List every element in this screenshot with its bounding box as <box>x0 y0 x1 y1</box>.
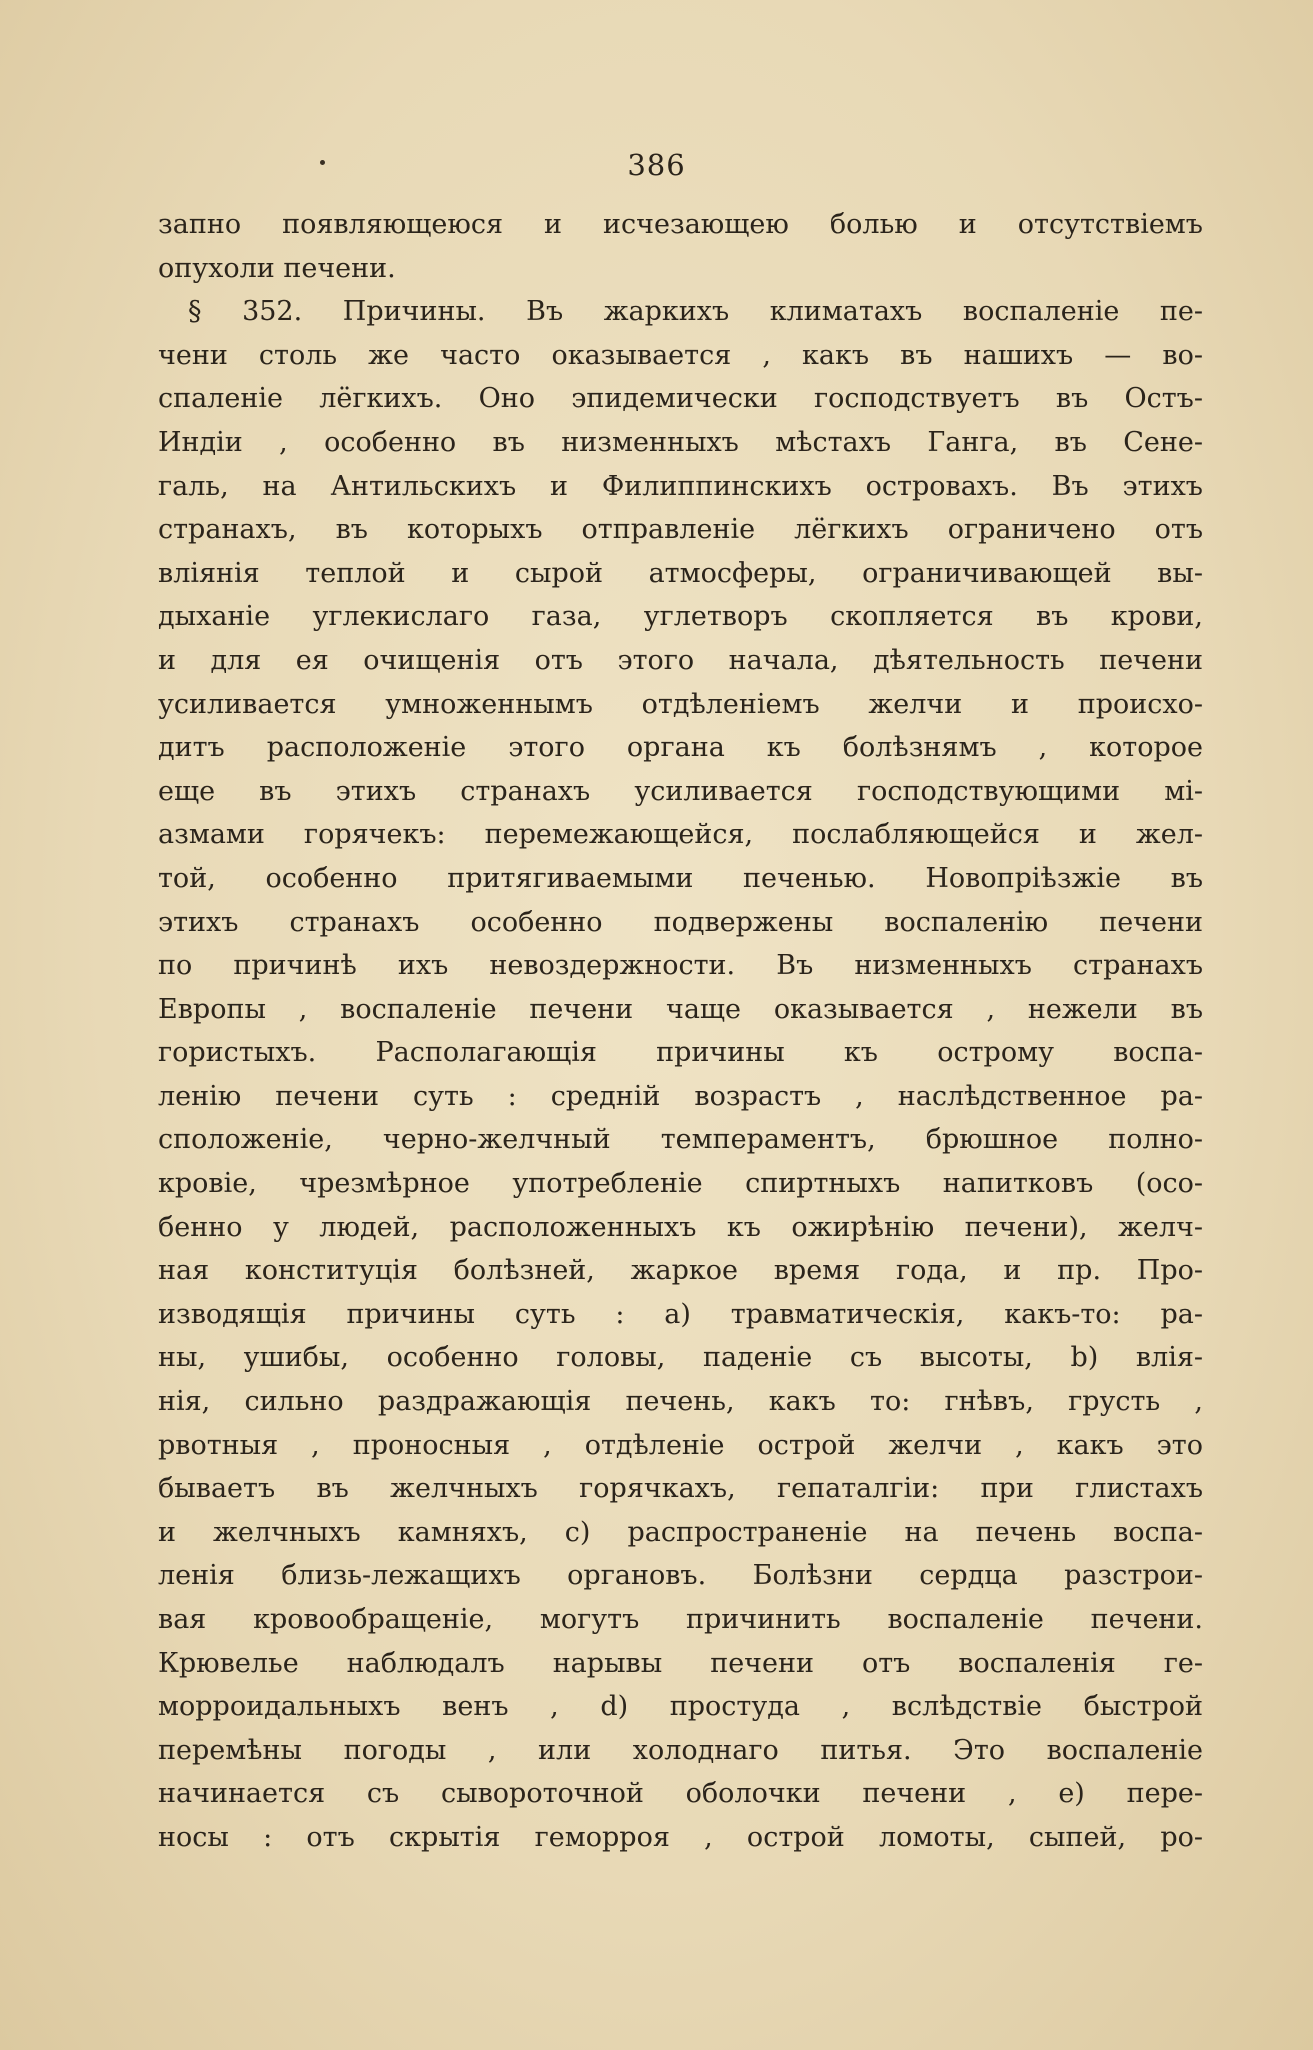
text-line: чени столь же часто оказывается , какъ въ нашихъ — во- <box>158 339 1203 371</box>
text-line: странахъ, въ которыхъ отправленіе лёгкихъ ограничено отъ <box>158 514 1203 546</box>
text-line: ны, ушибы, особенно головы, паденіе съ высоты, b) влія- <box>158 1342 1203 1374</box>
text-line: спаленіе лёгкихъ. Оно эпидемически господствуетъ въ Остъ- <box>158 383 1203 415</box>
text-line: носы : отъ скрытія геморроя , острой ломоты, сыпей, ро- <box>158 1821 1203 1853</box>
text-line: Индіи , особенно въ низменныхъ мѣстахъ Ганга, въ Сене- <box>158 426 1203 458</box>
text-line: дитъ расположеніе этого органа къ болѣзнямъ , которое <box>158 732 1203 764</box>
text-line: бываетъ въ желчныхъ горячкахъ, гепаталгіи: при глистахъ <box>158 1473 1203 1505</box>
body-text <box>158 203 1203 1860</box>
page-number: 386 <box>627 148 686 182</box>
text-line: запно появляющеюся и исчезающею болью и отсутствіемъ <box>158 209 1203 240</box>
text-line: вая кровообращеніе, могутъ причинить воспаленіе печени. <box>158 1604 1203 1635</box>
text-line: Европы , воспаленіе печени чаще оказывается , нежели въ <box>158 993 1203 1025</box>
text-line: усиливается умноженнымъ отдѣленіемъ желчи и происхо- <box>158 688 1203 720</box>
text-line: нія, сильно раздражающія печень, какъ то: гнѣвъ, грусть , <box>158 1386 1203 1418</box>
text-line: и желчныхъ камняхъ, c) распространеніе на печень воспа- <box>158 1516 1203 1548</box>
text-line: ленія близь-лежащихъ органовъ. Болѣзни сердца разстрои- <box>158 1560 1203 1592</box>
text-line: бенно у людей, расположенныхъ къ ожирѣнію печени), желч- <box>158 1211 1203 1243</box>
text-line: сположеніе, черно-желчный темпераментъ, брюшное полно- <box>158 1124 1203 1156</box>
text-line: опухоли печени. <box>158 252 396 284</box>
text-line: рвотныя , проносныя , отдѣленіе острой желчи , какъ это <box>158 1429 1203 1461</box>
text-line: морроидальныхъ венъ , d) простуда , вслѣдствіе быстрой <box>158 1691 1203 1723</box>
text-line: ленію печени суть : средній возрастъ , наслѣдственное ра- <box>158 1080 1203 1112</box>
text-line: вліянія теплой и сырой атмосферы, ограничивающей вы- <box>158 557 1203 589</box>
text-line: еще въ этихъ странахъ усиливается господствующими мі- <box>158 775 1203 807</box>
text-line: дыханіе углекислаго газа, углетворъ скопляется въ крови, <box>158 601 1203 633</box>
text-line: начинается съ сывороточной оболочки печени , e) пере- <box>158 1778 1203 1810</box>
text-line: § 352. Причины. Въ жаркихъ климатахъ воспаленіе пе- <box>188 296 1203 328</box>
text-line: изводящія причины суть : a) травматическія, какъ-то: ра- <box>158 1298 1203 1330</box>
text-line: и для ея очищенія отъ этого начала, дѣятельность печени <box>158 644 1203 676</box>
text-line: кровіе, чрезмѣрное употребленіе спиртныхъ напитковъ (осо- <box>158 1168 1203 1200</box>
text-line: ная конституція болѣзней, жаркое время года, и пр. Про- <box>158 1255 1203 1287</box>
text-line: той, особенно притягиваемыми печенью. Новопріѣзжіе въ <box>158 862 1203 894</box>
text-line: галь, на Антильскихъ и Филиппинскихъ островахъ. Въ этихъ <box>158 470 1203 502</box>
text-line: Крювелье наблюдалъ нарывы печени отъ воспаленія ге- <box>158 1647 1203 1679</box>
text-line: по причинѣ ихъ невоздержности. Въ низменныхъ странахъ <box>158 950 1203 982</box>
text-line: перемѣны погоды , или холоднаго питья. Это воспаленіе <box>158 1734 1203 1766</box>
text-line: азмами горячекъ: перемежающейся, послабляющейся и жел- <box>158 819 1203 851</box>
text-line: гористыхъ. Располагающія причины къ острому воспа- <box>158 1037 1203 1069</box>
text-line: этихъ странахъ особенно подвержены воспаленію печени <box>158 906 1203 938</box>
